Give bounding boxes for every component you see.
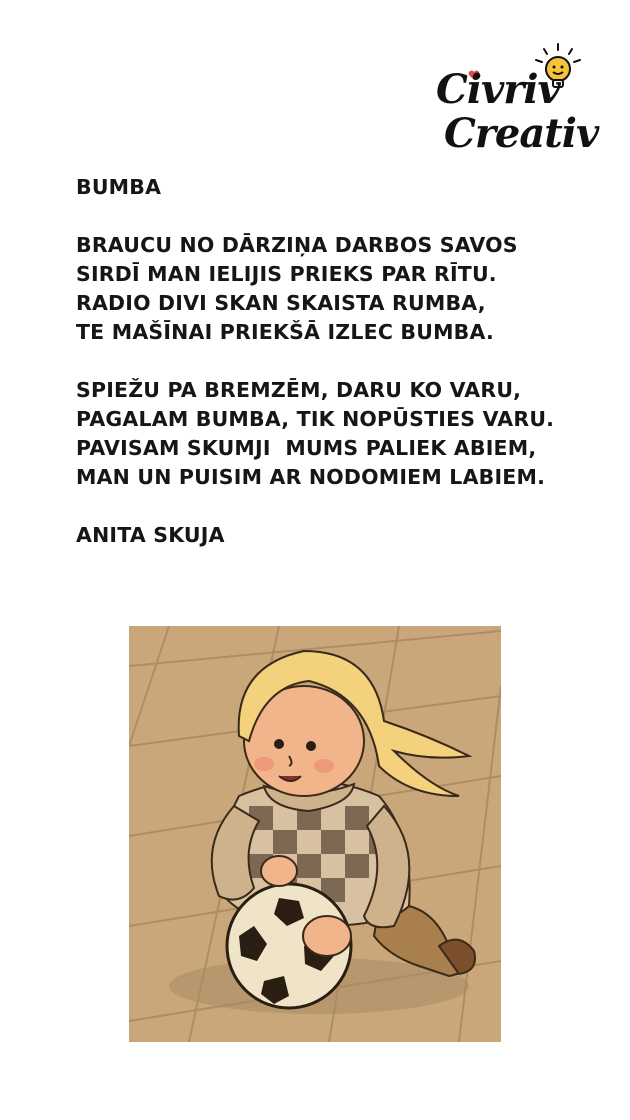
illustration-child-with-ball bbox=[129, 626, 501, 1042]
poem-author: ANITA SKUJA bbox=[76, 523, 225, 547]
poem-line: SIRDĪ MAN IELIJIS PRIEKS PAR RĪTU. bbox=[76, 262, 497, 286]
poem-line: MAN UN PUISIM AR NODOMIEM LABIEM. bbox=[76, 465, 546, 489]
poem bbox=[76, 173, 596, 550]
poem-line: RADIO DIVI SKAN SKAISTA RUMBA, bbox=[76, 291, 486, 315]
poem-line: SPIEŽU PA BREMZĒM, DARU KO VARU, bbox=[76, 378, 522, 402]
stanza-2 bbox=[76, 376, 596, 492]
poem-line: PAVISAM SKUMJI MUMS PALIEK ABIEM, bbox=[76, 436, 537, 460]
logo-line-2: Creativ bbox=[444, 110, 599, 157]
logo-line-1: Civriv bbox=[436, 66, 560, 113]
poem-line: PAGALAM BUMBA, TIK NOPŪSTIES VARU. bbox=[76, 407, 555, 431]
poem-title: BUMBA bbox=[76, 175, 162, 199]
poem-line: BRAUCU NO DĀRZIŅA DARBOS SAVOS bbox=[76, 233, 518, 257]
illustration-svg bbox=[129, 626, 501, 1042]
stanza-1 bbox=[76, 231, 596, 347]
poem-line: TE MAŠĪNAI PRIEKŠĀ IZLEC BUMBA. bbox=[76, 320, 494, 344]
brand-logo bbox=[432, 40, 599, 170]
